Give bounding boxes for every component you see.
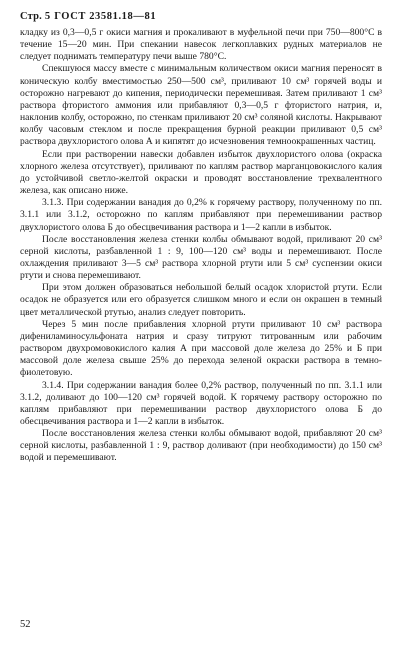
paragraph: После восстановления железа стенки колбы обмывают водой, прибавляют 20 см³ серной кислоты, разбавленной 1 : 9, раствор доливают (при необходимости) до 150 см³ водой и перемешивают. [20, 428, 382, 464]
paragraph: Если при растворении навески добавлен избыток двухлористого олова (окраска хлорного железа отсутствует), приливают по каплям раствор марганцовокислого калия до устойчивой светло-желтой окраски и проводят восстановление трехвалентного железа, как описано ниже. [20, 148, 382, 197]
paragraph: 3.1.4. При содержании ванадия более 0,2% раствор, полученный по пп. 3.1.1 или 3.1.2, доливают до 100—120 см³ горячей водой. К горячему раствору осторожно по каплям прибавляют при перемешивании раствор двухлористого олова Б до обесцвечивания раствора и 1—2 капли в избыток. [20, 379, 382, 427]
paragraph: Спекшуюся массу вместе с минимальным количеством окиси магния переносят в коническую колбу вместимостью 250—500 см³, приливают 10 см³ горячей воды и осторожно нагревают до кипения, периодически перемешивая. Затем приливают 1 см³ раствора фтористого аммония или прибавляют 0,3—0,5 г фтористого натрия, и, наклонив колбу, осторожно, по стенкам приливают 20 см³ соляной кислоты. Накрывают колбу часовым стеклом и после прекращения бурной реакции приливают 0,5 см³ раствора двухлористого олова А и кипятят до исчезновения темноокрашенных частиц. [20, 63, 382, 148]
paragraph: При этом должен образоваться небольшой белый осадок хлористой ртути. Если осадок не образуется или его образуется слишком много и если он окрашен в темный цвет металлической ртутью, анализ следует повторить. [20, 282, 382, 318]
page-number: 52 [20, 619, 31, 630]
document-title: ГОСТ 23581.18—81 [54, 11, 157, 22]
paragraph: После восстановления железа стенки колбы обмывают водой, приливают 20 см³ серной кислоты, разбавленной 1 : 9, 100—120 см³ воды и перемешивают. После охлаждения приливают 3—5 см³ раствора хлорной ртути или 5 см³ суспензии окиси ртути и снова перемешивают. [20, 233, 382, 282]
page-label: Стр. 5 [20, 11, 51, 22]
body-text [20, 27, 382, 465]
page-header [20, 11, 382, 23]
paragraph: Через 5 мин после прибавления хлорной ртути приливают 10 см³ раствора дифениламиносульфоната натрия и сразу титруют титрованным или рабочим раствором двухромовокислого калия А при массовой доле железа до 25% и Б при массовой доле железа свыше 25% до перехода зеленой окраски раствора в темно-фиолетовую. [20, 318, 382, 379]
paragraph: 3.1.3. При содержании ванадия до 0,2% к горячему раствору, полученному по пп. 3.1.1 или 3.1.2, осторожно по каплям прибавляют при перемешивании раствор двухлористого олова Б до обесцвечивания раствора и 1—2 капли в избыток. [20, 197, 382, 233]
paragraph: кладку из 0,3—0,5 г окиси магния и прокаливают в муфельной печи при 750—800°C в течение 15—20 мин. При спекании навесок легкоплавких рудных материалов не следует поднимать температуру печи выше 780°C. [20, 27, 382, 63]
